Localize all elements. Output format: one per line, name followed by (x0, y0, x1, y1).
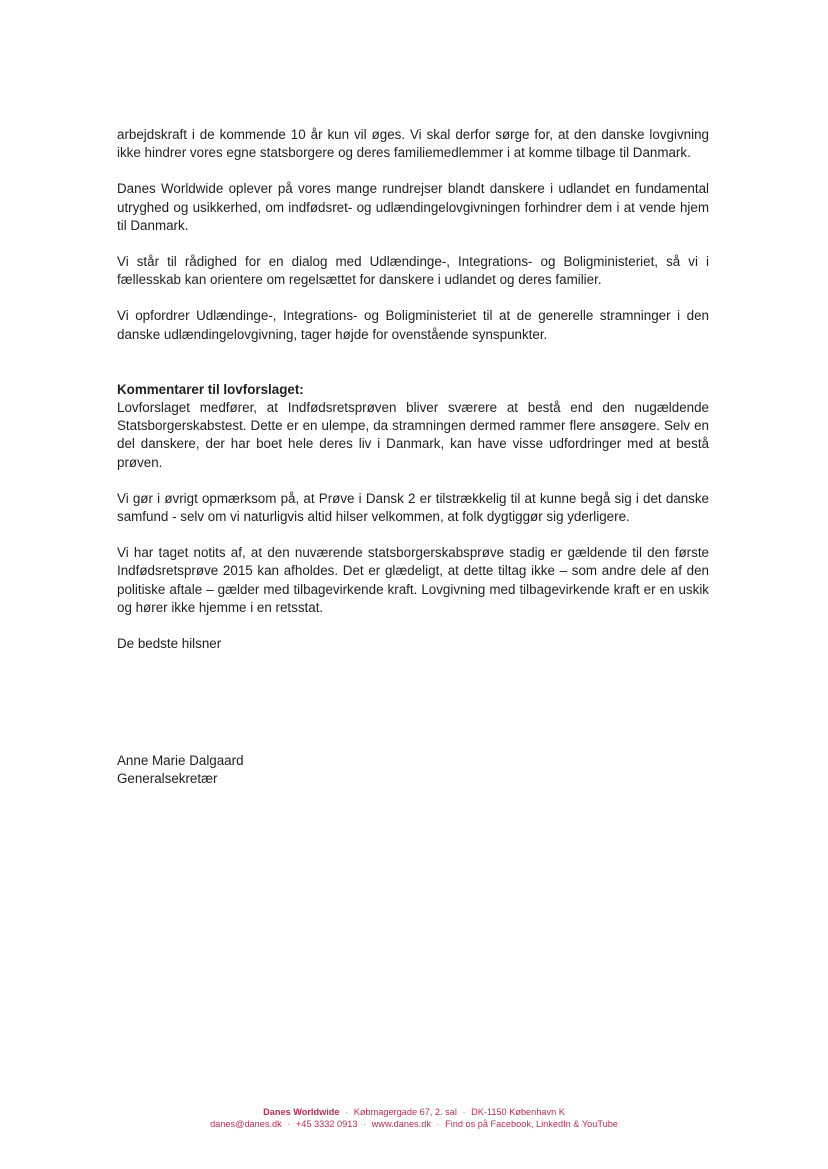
footer-line-2 (0, 1118, 828, 1130)
footer-phone: +45 3332 0913 (295, 1119, 358, 1129)
footer-email[interactable]: danes@danes.dk (210, 1119, 282, 1129)
footer-separator: · (436, 1119, 440, 1129)
letter-footer (0, 1106, 828, 1130)
paragraph-1: arbejdskraft i de kommende 10 år kun vil øges. Vi skal derfor sørge for, at den danske lovgivning ikke hindrer vores egne statsborgere og deres familiemedlemmer i at komme tilbage til Danmark. (117, 127, 709, 161)
letter-body (117, 126, 709, 671)
footer-address: Købmagergade 67, 2. sal (353, 1107, 457, 1117)
footer-city: DK-1150 København K (471, 1107, 565, 1117)
comments-heading: Kommentarer til lovforslaget: (117, 381, 304, 397)
paragraph-4: Vi opfordrer Udlændinge-, Integrations- og Boligministeriet til at de generelle stramninger i den danske udlændingelovgivning, tager højde for ovenstående synspunkter. (117, 308, 709, 342)
footer-brand: Danes Worldwide (263, 1107, 340, 1117)
signature-title: Generalsekretær (117, 771, 218, 787)
footer-separator: · (462, 1107, 466, 1117)
footer-separator: · (345, 1107, 349, 1117)
section-spacer (117, 362, 709, 381)
comment-paragraph-1: Lovforslaget medfører, at Indfødsretsprøven bliver sværere at bestå end den nugældende Statsborgerskabstest. Dette er en ulempe, da stramningen dermed rammer flere ansøgere. Selv en del danskere, der har boet hele deres liv i Danmark, kan have visse udfordringer med at bestå prøven. (117, 400, 709, 470)
footer-line-1 (0, 1106, 828, 1118)
footer-social: Find os på Facebook, LinkedIn & YouTube (445, 1119, 618, 1129)
comment-paragraph-3: Vi har taget notits af, at den nuværende statsborgerskabsprøve stadig er gældende til den første Indfødsretsprøve 2015 kan afholdes. Det er glædeligt, at dette tiltag ikke – som andre dele af den politiske aftale – gælder med tilbagevirkende kraft. Lovgivning med tilbagevirkende kraft er en uskik og hører ikke hjemme i en retsstat. (117, 545, 709, 615)
comment-paragraph-2: Vi gør i øvrigt opmærksom på, at Prøve i Dansk 2 er tilstrækkelig til at kunne begå sig i det danske samfund - selv om vi naturligvis altid hilser velkommen, at folk dygtiggør sig yderligere. (117, 490, 709, 525)
paragraph-3: Vi står til rådighed for en dialog med Udlændinge-, Integrations- og Boligministeriet, så vi i fællesskab kan orientere om regelsættet for danskere i udlandet og deres familier. (117, 254, 709, 288)
signature-name: Anne Marie Dalgaard (117, 753, 244, 768)
paragraph-2: Danes Worldwide oplever på vores mange rundrejser blandt danskere i udlandet en fundamental utryghed og usikkerhed, om indfødsret- og udlændingelovgivningen forhindrer dem i at vende hjem til Danmark. (117, 181, 709, 233)
footer-separator: · (363, 1119, 367, 1129)
footer-website[interactable]: www.danes.dk (371, 1119, 431, 1129)
footer-separator: · (287, 1119, 291, 1129)
closing-greeting: De bedste hilsner (117, 636, 222, 652)
signature-block (117, 752, 244, 788)
